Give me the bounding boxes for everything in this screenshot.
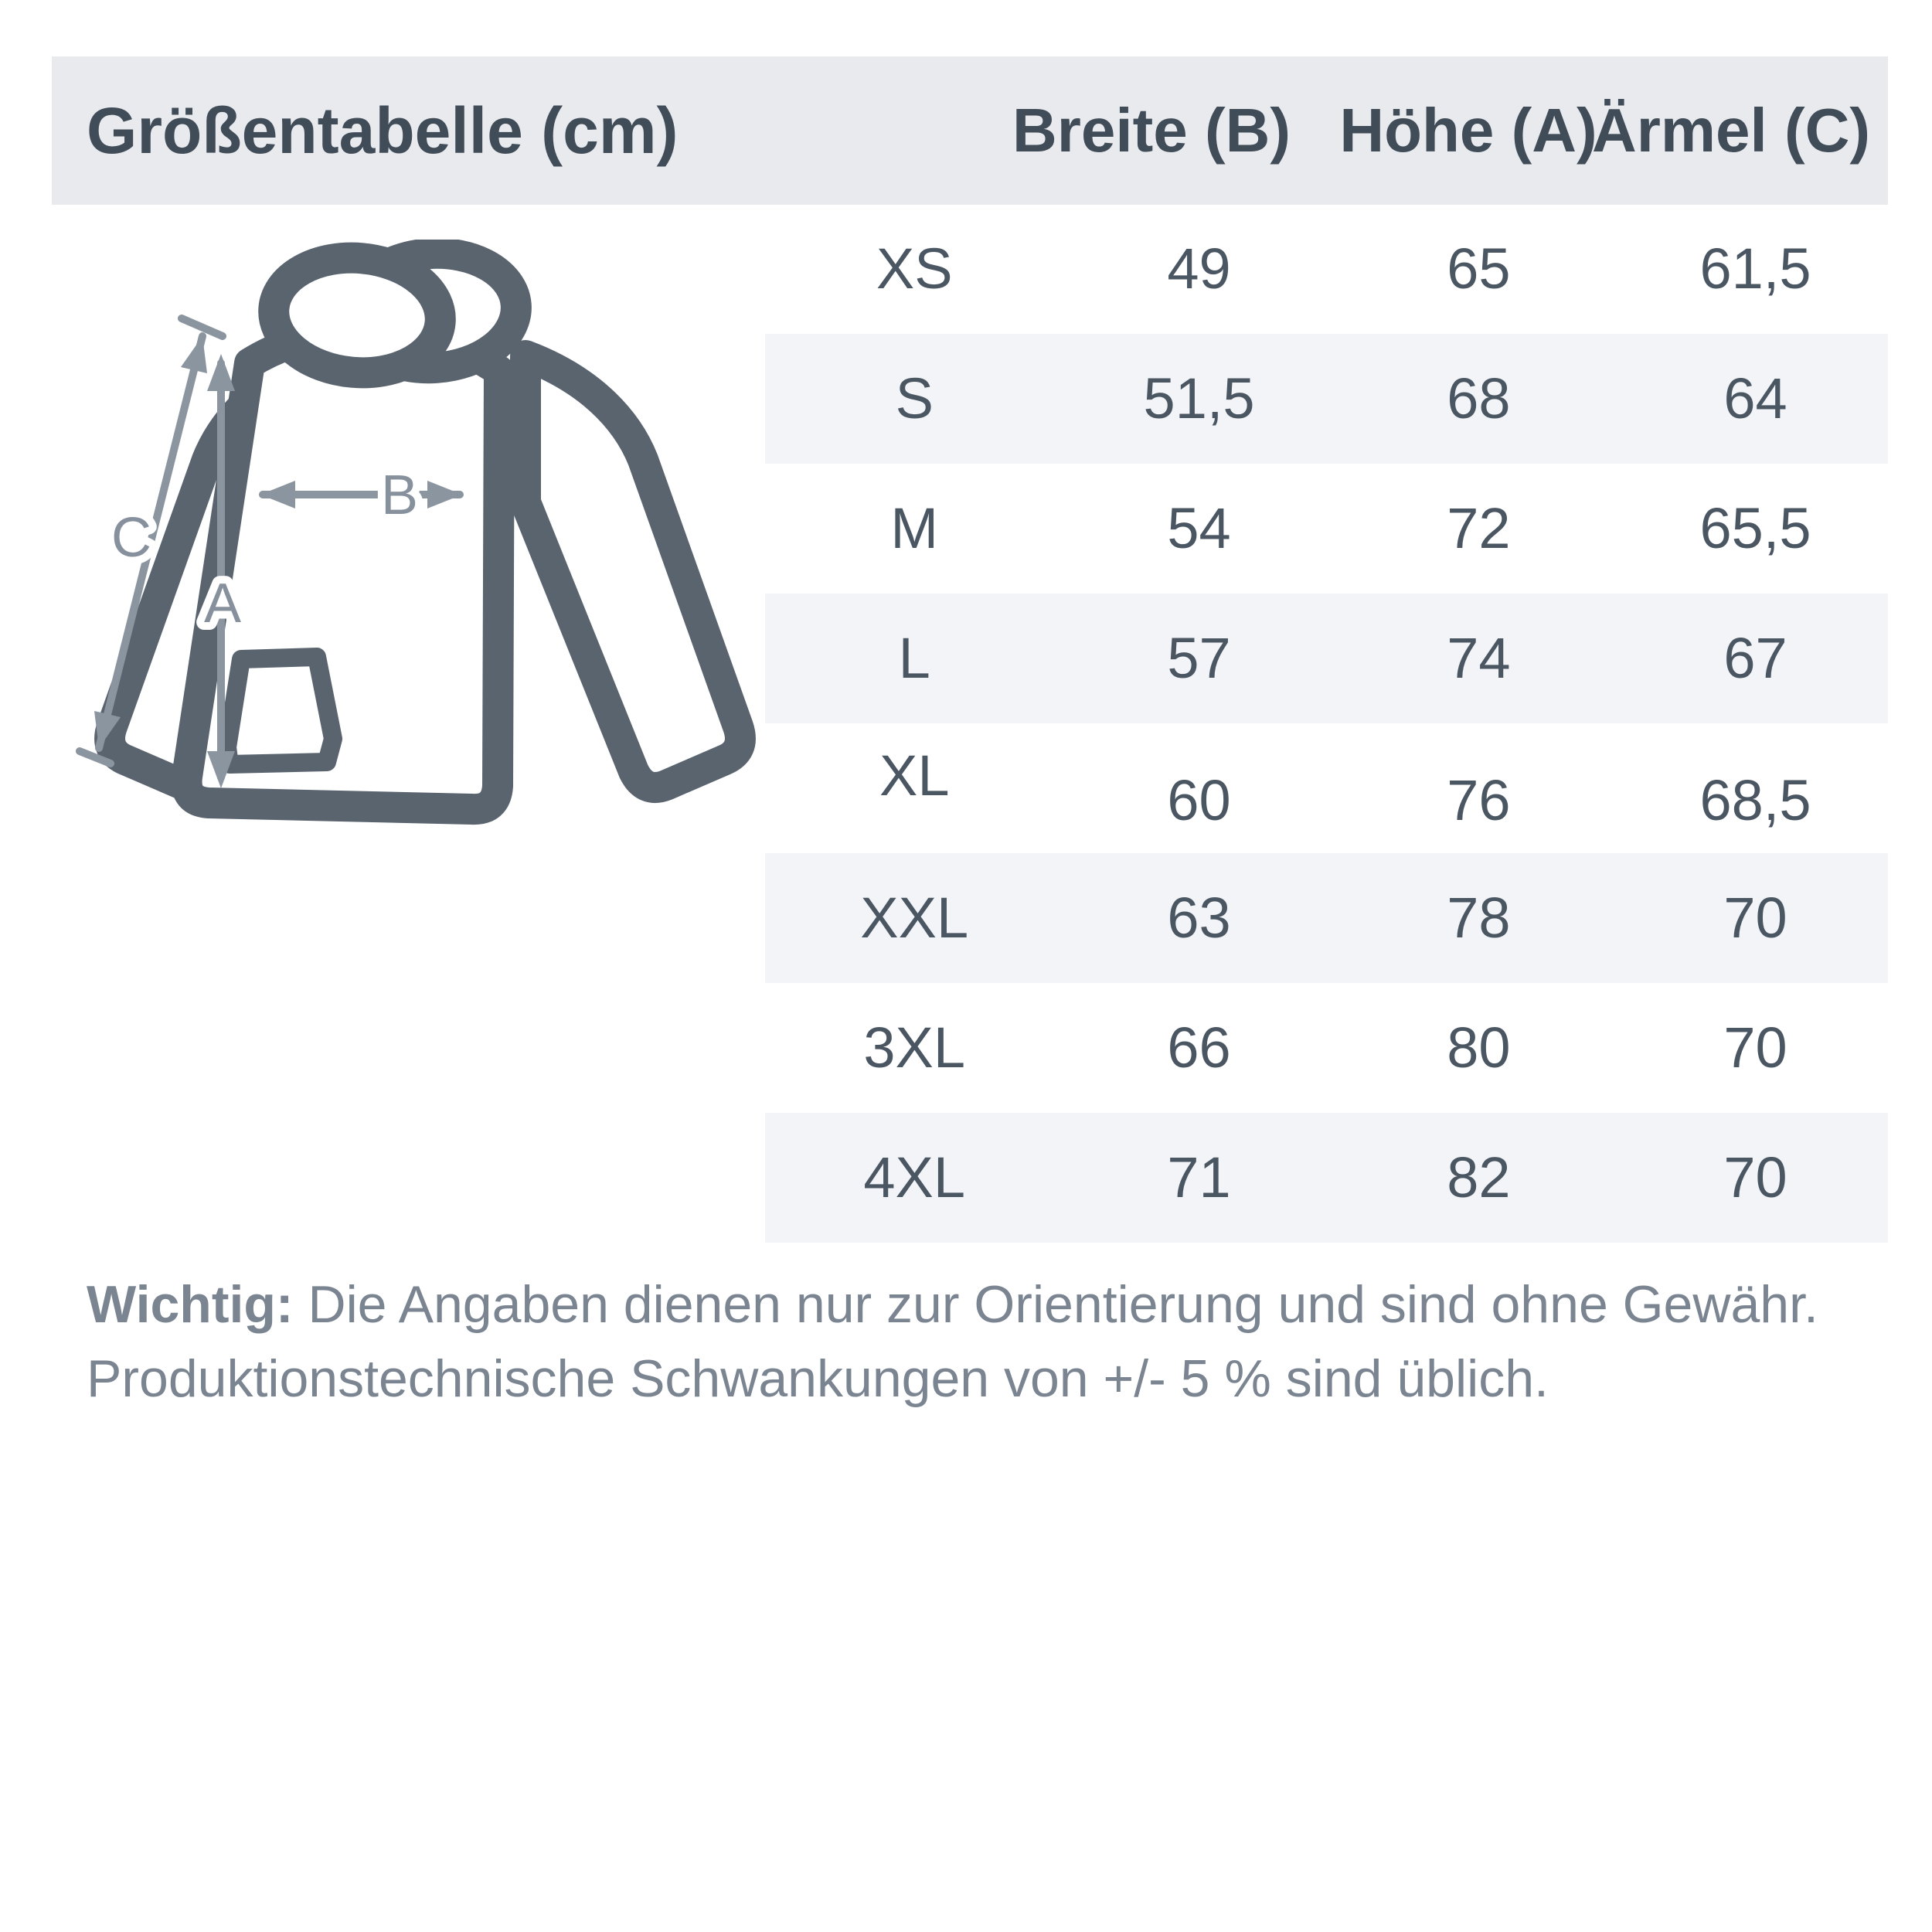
breite-cell: 63: [1167, 886, 1231, 950]
hoehe-cell: 68: [1447, 366, 1511, 430]
column-header-hoehe: Höhe (A): [1339, 96, 1597, 165]
hoodie-diagram: [70, 240, 804, 858]
table-row: [765, 1113, 1888, 1243]
size-cell: 3XL: [863, 1015, 966, 1080]
table-row: [765, 723, 1888, 853]
hoehe-cell: 82: [1447, 1145, 1511, 1209]
table-row: [765, 334, 1888, 464]
measure-label-c: C: [111, 507, 151, 569]
right-sleeve: [526, 355, 740, 787]
hoehe-cell: 80: [1447, 1015, 1511, 1080]
column-header-aermel: Ärmel (C): [1592, 96, 1871, 165]
table-row: [765, 594, 1888, 723]
breite-cell: 71: [1167, 1145, 1231, 1209]
hoehe-cell: 78: [1447, 886, 1511, 950]
breite-cell: 49: [1167, 236, 1231, 301]
hoehe-cell: 65: [1447, 236, 1511, 301]
breite-cell: 51,5: [1143, 366, 1255, 430]
size-cell: 4XL: [863, 1145, 966, 1209]
aermel-cell: 68,5: [1699, 768, 1811, 832]
size-table: [765, 204, 1888, 1243]
column-header-breite: Breite (B): [1012, 96, 1291, 165]
measure-a-arrowhead-top: [207, 354, 235, 391]
breite-cell: 54: [1167, 496, 1231, 560]
size-cell: M: [890, 496, 939, 560]
disclaimer-bold-prefix: Wichtig:: [87, 1275, 294, 1334]
aermel-cell: 64: [1723, 366, 1787, 430]
size-cell: XXL: [860, 886, 969, 950]
page-title: Größentabelle (cm): [87, 94, 679, 167]
breite-cell: 57: [1167, 626, 1231, 690]
size-cell: S: [895, 366, 934, 430]
size-cell: L: [898, 626, 930, 690]
measure-label-b: B: [380, 464, 419, 526]
hoehe-cell: 76: [1447, 768, 1511, 832]
kangaroo-pocket: [227, 657, 333, 764]
hoehe-cell: 74: [1447, 626, 1511, 690]
hood-ring-left: [269, 251, 445, 379]
breite-cell: 66: [1167, 1015, 1231, 1080]
aermel-cell: 70: [1723, 886, 1787, 950]
aermel-cell: 65,5: [1699, 496, 1811, 560]
table-row: [765, 853, 1888, 983]
table-row: [765, 464, 1888, 594]
breite-cell: 60: [1167, 768, 1231, 832]
table-row: [765, 983, 1888, 1113]
aermel-cell: 61,5: [1699, 236, 1811, 301]
aermel-cell: 70: [1723, 1015, 1787, 1080]
size-cell: XS: [876, 236, 953, 301]
aermel-cell: 67: [1723, 626, 1787, 690]
table-row: [765, 204, 1888, 334]
measure-c-arrowhead-top: [181, 336, 207, 373]
size-cell: XL: [879, 743, 950, 808]
measure-label-a: A: [203, 573, 242, 634]
aermel-cell: 70: [1723, 1145, 1787, 1209]
disclaimer-line2: Produktionstechnische Schwankungen von +/- 5 % sind üblich.: [87, 1349, 1549, 1408]
disclaimer-line1: Die Angaben dienen nur zur Orientierung und sind ohne Gewähr.: [293, 1275, 1818, 1334]
header-bar: [52, 56, 1888, 205]
hoehe-cell: 72: [1447, 496, 1511, 560]
disclaimer-note: [87, 1267, 1849, 1416]
